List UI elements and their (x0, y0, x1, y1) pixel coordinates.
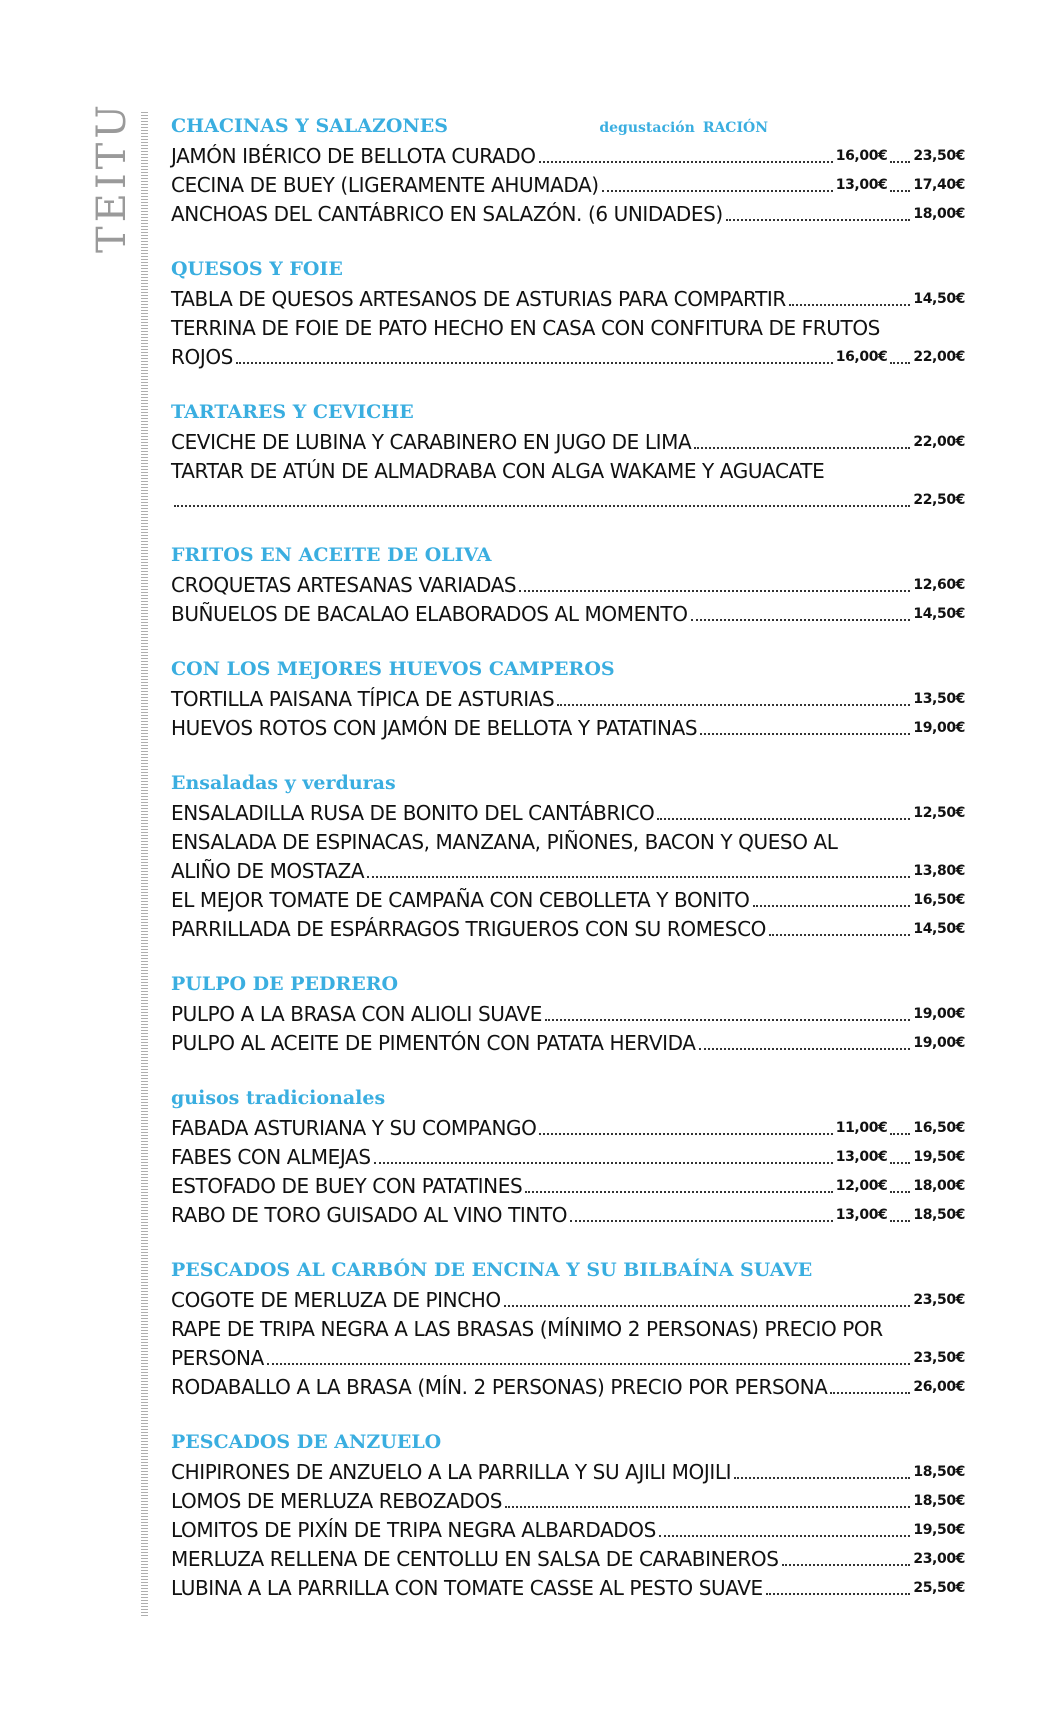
section-header (171, 258, 965, 285)
price-racion: 18,50€ (913, 1464, 965, 1480)
price-racion: 14,50€ (913, 606, 965, 622)
menu-item-name-line: TARTAR DE ATÚN DE ALMADRABA CON ALGA WAKAME Y AGUACATE (171, 459, 825, 483)
menu-item-name: ESTOFADO DE BUEY CON PATATINES (171, 1174, 523, 1198)
menu-item (171, 1344, 965, 1373)
menu-section (171, 258, 965, 372)
menu-item (171, 1516, 965, 1545)
menu-item-name: CECINA DE BUEY (LIGERAMENTE AHUMADA) (171, 173, 599, 197)
menu-item-name: JAMÓN IBÉRICO DE BELLOTA CURADO (171, 144, 536, 168)
menu-item-name-line: TERRINA DE FOIE DE PATO HECHO EN CASA CON CONFITURA DE FRUTOS (171, 316, 880, 340)
section-header (171, 1087, 965, 1114)
menu-item (171, 886, 965, 915)
menu-item (171, 1143, 965, 1172)
section-header (171, 115, 965, 142)
menu-item-name: CEVICHE DE LUBINA Y CARABINERO EN JUGO DE LIMA (171, 430, 692, 454)
price-racion: 14,50€ (913, 291, 965, 307)
col-degustacion: degustación (599, 120, 695, 136)
price-racion: 23,00€ (913, 1551, 965, 1567)
menu-item (171, 486, 965, 515)
leader-dots (236, 362, 833, 364)
leader-dots (570, 1220, 833, 1222)
price-racion: 22,00€ (913, 434, 965, 450)
menu-item-name: LUBINA A LA PARRILLA CON TOMATE CASSE AL PESTO SUAVE (171, 1576, 763, 1600)
price-racion: 16,50€ (913, 892, 965, 908)
leader-dots (890, 1191, 910, 1193)
menu-item (171, 1114, 965, 1143)
section-title: CON LOS MEJORES HUEVOS CAMPEROS (171, 658, 615, 680)
leader-dots (699, 1048, 911, 1050)
menu-item-name: ENSALADILLA RUSA DE BONITO DEL CANTÁBRICO (171, 801, 655, 825)
leader-dots (830, 1392, 910, 1394)
menu-item (171, 1029, 965, 1058)
leader-dots (659, 1535, 910, 1537)
price-racion: 18,50€ (913, 1493, 965, 1509)
price-racion: 18,00€ (913, 1178, 965, 1194)
leader-dots (539, 1133, 832, 1135)
menu-item-name: LOMITOS DE PIXÍN DE TRIPA NEGRA ALBARDADOS (171, 1518, 656, 1542)
menu-section (171, 658, 965, 743)
leader-dots (519, 590, 910, 592)
leader-dots (890, 1133, 910, 1135)
leader-dots (726, 219, 911, 221)
leader-dots (890, 161, 910, 163)
price-racion: 13,80€ (913, 863, 965, 879)
price-racion: 22,50€ (913, 492, 965, 508)
price-column-headers (599, 120, 768, 136)
menu-item-name: RABO DE TORO GUISADO AL VINO TINTO (171, 1203, 568, 1227)
menu-item-name-line: ENSALADA DE ESPINACAS, MANZANA, PIÑONES, BACON Y QUESO AL (171, 830, 838, 854)
menu-item (171, 1487, 965, 1516)
price-degustacion: 16,00€ (835, 349, 888, 365)
leader-dots (691, 619, 911, 621)
leader-dots (374, 1162, 833, 1164)
menu-item (171, 142, 965, 171)
price-racion: 19,50€ (913, 1522, 965, 1538)
leader-dots (782, 1564, 911, 1566)
menu-item-name: LOMOS DE MERLUZA REBOZADOS (171, 1489, 503, 1513)
leader-dots (525, 1191, 833, 1193)
section-title: PESCADOS AL CARBÓN DE ENCINA Y SU BILBAÍNA SUAVE (171, 1259, 813, 1281)
leader-dots (890, 1220, 910, 1222)
leader-dots (789, 304, 910, 306)
menu-section (171, 115, 965, 229)
menu-item-name: TORTILLA PAISANA TÍPICA DE ASTURIAS (171, 687, 555, 711)
leader-dots (505, 1506, 910, 1508)
menu-item-name: ROJOS (171, 345, 233, 369)
menu-item (171, 1373, 965, 1402)
price-racion: 18,00€ (913, 206, 965, 222)
price-racion: 19,00€ (913, 1006, 965, 1022)
price-racion: 19,00€ (913, 720, 965, 736)
leader-dots (753, 905, 911, 907)
section-header (171, 658, 965, 685)
section-header (171, 772, 965, 799)
section-header (171, 973, 965, 1000)
menu-item (171, 1545, 965, 1574)
price-racion: 26,00€ (913, 1379, 965, 1395)
menu-item-name: CROQUETAS ARTESANAS VARIADAS (171, 573, 517, 597)
menu-item (171, 200, 965, 229)
menu-item-name: PERSONA (171, 1346, 264, 1370)
price-degustacion: 13,00€ (835, 1149, 888, 1165)
leader-dots (766, 1593, 911, 1595)
price-racion: 23,50€ (913, 148, 965, 164)
leader-dots (504, 1305, 911, 1307)
menu-item-name-line: RAPE DE TRIPA NEGRA A LAS BRASAS (MÍNIMO 2 PERSONAS) PRECIO POR (171, 1317, 883, 1341)
price-racion: 23,50€ (913, 1350, 965, 1366)
menu-section (171, 973, 965, 1058)
menu-item-name: FABES CON ALMEJAS (171, 1145, 371, 1169)
menu-item (171, 915, 965, 944)
section-title: QUESOS Y FOIE (171, 258, 343, 280)
leader-dots (602, 190, 833, 192)
menu-item (171, 1000, 965, 1029)
menu-item (171, 428, 965, 457)
menu-item-name: EL MEJOR TOMATE DE CAMPAÑA CON CEBOLLETA Y BONITO (171, 888, 750, 912)
price-racion: 17,40€ (913, 177, 965, 193)
price-degustacion: 13,00€ (835, 1207, 888, 1223)
menu-item (171, 1201, 965, 1230)
leader-dots (890, 190, 910, 192)
leader-dots (700, 733, 910, 735)
price-racion: 16,50€ (913, 1120, 965, 1136)
section-title: PULPO DE PEDRERO (171, 973, 399, 995)
menu-section (171, 1259, 965, 1402)
menu-item (171, 1172, 965, 1201)
menu-item (171, 571, 965, 600)
section-title: FRITOS EN ACEITE DE OLIVA (171, 544, 492, 566)
menu-item-name: COGOTE DE MERLUZA DE PINCHO (171, 1288, 501, 1312)
menu-item-name: RODABALLO A LA BRASA (MÍN. 2 PERSONAS) PRECIO POR PERSONA (171, 1375, 828, 1399)
leader-dots (539, 161, 833, 163)
section-title: PESCADOS DE ANZUELO (171, 1431, 442, 1453)
menu-item (171, 1458, 965, 1487)
menu-item-name: BUÑUELOS DE BACALAO ELABORADOS AL MOMENTO (171, 602, 688, 626)
menu-item (171, 685, 965, 714)
section-title: TARTARES Y CEVICHE (171, 401, 414, 423)
menu-section (171, 544, 965, 629)
menu-item (171, 171, 965, 200)
leader-dots (769, 934, 910, 936)
menu-item (171, 714, 965, 743)
leader-dots (890, 1162, 910, 1164)
leader-dots (545, 1019, 910, 1021)
price-degustacion: 11,00€ (835, 1120, 888, 1136)
price-racion: 13,50€ (913, 691, 965, 707)
section-header (171, 401, 965, 428)
section-title: Ensaladas y verduras (171, 772, 396, 794)
brand-name: TEITU (89, 100, 136, 254)
menu-section (171, 1087, 965, 1230)
decorative-dotted-rule (141, 110, 148, 1616)
menu-item-name: MERLUZA RELLENA DE CENTOLLU EN SALSA DE CARABINEROS (171, 1547, 779, 1571)
price-racion: 22,00€ (913, 349, 965, 365)
leader-dots (367, 876, 910, 878)
leader-dots (657, 818, 910, 820)
menu-item-name: FABADA ASTURIANA Y SU COMPANGO (171, 1116, 537, 1140)
leader-dots (557, 704, 910, 706)
menu-item-name: PULPO AL ACEITE DE PIMENTÓN CON PATATA HERVIDA (171, 1031, 696, 1055)
menu-section (171, 772, 965, 944)
price-racion: 12,50€ (913, 805, 965, 821)
menu-section (171, 1431, 965, 1603)
menu-item-name: HUEVOS ROTOS CON JAMÓN DE BELLOTA Y PATATINAS (171, 716, 698, 740)
menu-item (171, 1574, 965, 1603)
menu-item-name: PULPO A LA BRASA CON ALIOLI SUAVE (171, 1002, 543, 1026)
menu-section (171, 401, 965, 515)
price-racion: 25,50€ (913, 1580, 965, 1596)
menu-item (171, 285, 965, 314)
price-racion: 12,60€ (913, 577, 965, 593)
leader-dots (734, 1477, 910, 1479)
section-title: guisos tradicionales (171, 1087, 386, 1109)
menu-item (171, 343, 965, 372)
menu-item (171, 799, 965, 828)
col-racion: RACIÓN (702, 120, 768, 136)
menu-item-name: PARRILLADA DE ESPÁRRAGOS TRIGUEROS CON SU ROMESCO (171, 917, 766, 941)
price-degustacion: 16,00€ (835, 148, 888, 164)
leader-dots (694, 447, 910, 449)
menu-item (171, 1286, 965, 1315)
menu-list (171, 115, 965, 1632)
menu-item (171, 857, 965, 886)
price-racion: 18,50€ (913, 1207, 965, 1223)
menu-item-name: TABLA DE QUESOS ARTESANOS DE ASTURIAS PARA COMPARTIR (171, 287, 786, 311)
price-degustacion: 13,00€ (835, 177, 888, 193)
menu-item-name: ALIÑO DE MOSTAZA (171, 859, 365, 883)
leader-dots (267, 1363, 911, 1365)
section-header (171, 1431, 965, 1458)
price-degustacion: 12,00€ (835, 1178, 888, 1194)
menu-item-name: ANCHOAS DEL CANTÁBRICO EN SALAZÓN. (6 UNIDADES) (171, 202, 723, 226)
leader-dots (174, 505, 910, 507)
price-racion: 19,50€ (913, 1149, 965, 1165)
leader-dots (890, 362, 910, 364)
price-racion: 19,00€ (913, 1035, 965, 1051)
price-racion: 23,50€ (913, 1292, 965, 1308)
section-title: CHACINAS Y SALAZONES (171, 115, 449, 137)
section-header (171, 1259, 965, 1286)
menu-item (171, 600, 965, 629)
price-racion: 14,50€ (913, 921, 965, 937)
section-header (171, 544, 965, 571)
menu-item-name: CHIPIRONES DE ANZUELO A LA PARRILLA Y SU AJILI MOJILI (171, 1460, 732, 1484)
